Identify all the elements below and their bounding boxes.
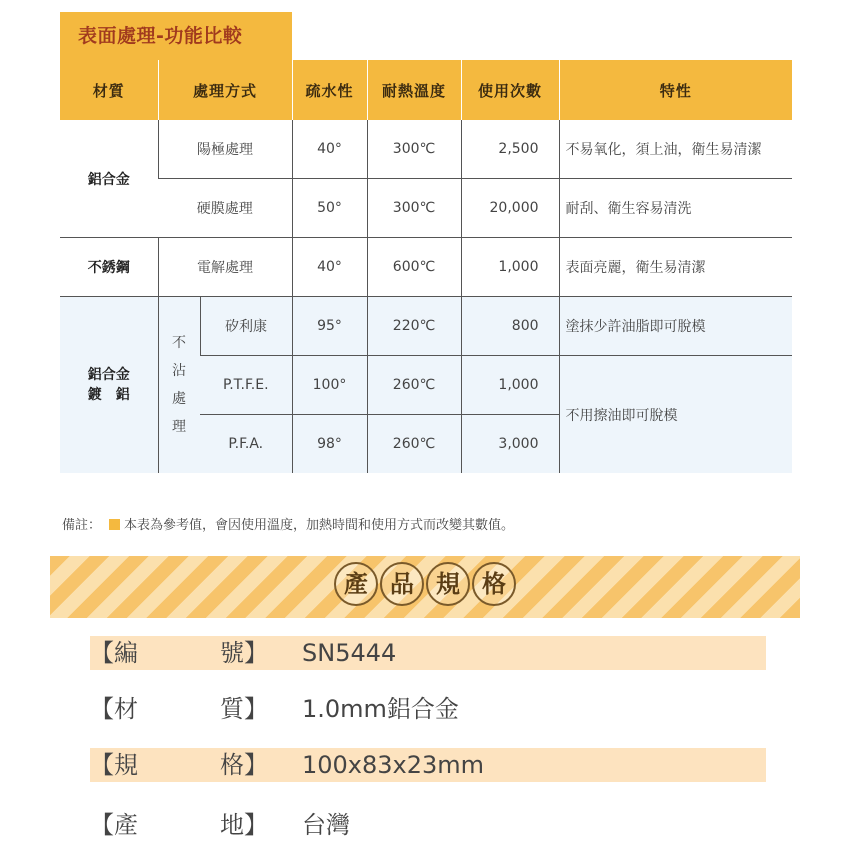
feature-cell: 不用擦油即可脫模 [559, 356, 792, 474]
method-cell: 陽極處理 [158, 120, 292, 179]
header-feature: 特性 [559, 60, 792, 120]
water-cell: 98° [292, 415, 367, 474]
spec-banner-title [50, 562, 800, 606]
header-method: 處理方式 [158, 60, 292, 120]
heat-cell: 300℃ [367, 120, 461, 179]
water-cell: 95° [292, 297, 367, 356]
water-cell: 50° [292, 179, 367, 238]
uses-cell: 3,000 [461, 415, 559, 474]
material-aluminum-plated: 鋁合金 鍍 鋁 [60, 297, 158, 474]
spec-row-origin [90, 808, 766, 842]
square-bullet-icon [109, 519, 120, 530]
method-cell: 硬膜處理 [158, 179, 292, 238]
table-header-row [60, 60, 792, 120]
feature-cell: 不易氧化，須上油，衛生易清潔 [559, 120, 792, 179]
spec-value: SN5444 [302, 639, 397, 667]
spec-banner [50, 556, 800, 618]
spec-label: 【材 [90, 695, 138, 723]
spec-label-end: 號】 [220, 639, 268, 667]
uses-cell: 800 [461, 297, 559, 356]
spec-label-end: 地】 [220, 811, 268, 839]
water-cell: 40° [292, 238, 367, 297]
table-row [60, 120, 792, 179]
nonstick-group-label: 不 沾 處 理 [158, 297, 200, 474]
spec-row-size [90, 748, 766, 782]
table-note [62, 514, 514, 533]
uses-cell: 1,000 [461, 238, 559, 297]
method-cell: P.F.A. [200, 415, 292, 474]
feature-cell: 表面亮麗，衛生易清潔 [559, 238, 792, 297]
header-water: 疏水性 [292, 60, 367, 120]
method-cell: 電解處理 [158, 238, 292, 297]
header-heat: 耐熱溫度 [367, 60, 461, 120]
spec-row-material [90, 692, 766, 726]
heat-cell: 260℃ [367, 415, 461, 474]
spec-label-end: 質】 [220, 695, 268, 723]
material-stainless: 不銹鋼 [60, 238, 158, 297]
spec-banner-char: 規 [426, 562, 470, 606]
comparison-table [60, 60, 792, 473]
uses-cell: 2,500 [461, 120, 559, 179]
spec-banner-char: 產 [334, 562, 378, 606]
header-uses: 使用次數 [461, 60, 559, 120]
method-cell: 矽利康 [200, 297, 292, 356]
note-text: 本表為參考值，會因使用溫度，加熱時間和使用方式而改變其數值。 [124, 518, 515, 533]
heat-cell: 600℃ [367, 238, 461, 297]
spec-label-end: 格】 [220, 751, 268, 779]
spec-value: 1.0mm鋁合金 [302, 695, 459, 723]
spec-row-code [90, 636, 766, 670]
note-prefix: 備註： [62, 518, 102, 533]
spec-label: 【規 [90, 751, 138, 779]
table-row [60, 297, 792, 356]
spec-banner-char: 品 [380, 562, 424, 606]
material-aluminum: 鋁合金 [60, 120, 158, 238]
heat-cell: 220℃ [367, 297, 461, 356]
table-row [60, 238, 792, 297]
header-material: 材質 [60, 60, 158, 120]
spec-value: 台灣 [302, 811, 350, 839]
spec-value: 100x83x23mm [302, 751, 485, 779]
spec-banner-char: 格 [472, 562, 516, 606]
spec-label: 【產 [90, 811, 138, 839]
water-cell: 100° [292, 356, 367, 415]
feature-cell: 耐刮、衛生容易清洗 [559, 179, 792, 238]
heat-cell: 300℃ [367, 179, 461, 238]
table-title: 表面處理-功能比較 [60, 12, 292, 60]
method-cell: P.T.F.E. [200, 356, 292, 415]
uses-cell: 1,000 [461, 356, 559, 415]
feature-cell: 塗抹少許油脂即可脫模 [559, 297, 792, 356]
water-cell: 40° [292, 120, 367, 179]
table-row [60, 179, 792, 238]
spec-label: 【編 [90, 639, 138, 667]
heat-cell: 260℃ [367, 356, 461, 415]
uses-cell: 20,000 [461, 179, 559, 238]
